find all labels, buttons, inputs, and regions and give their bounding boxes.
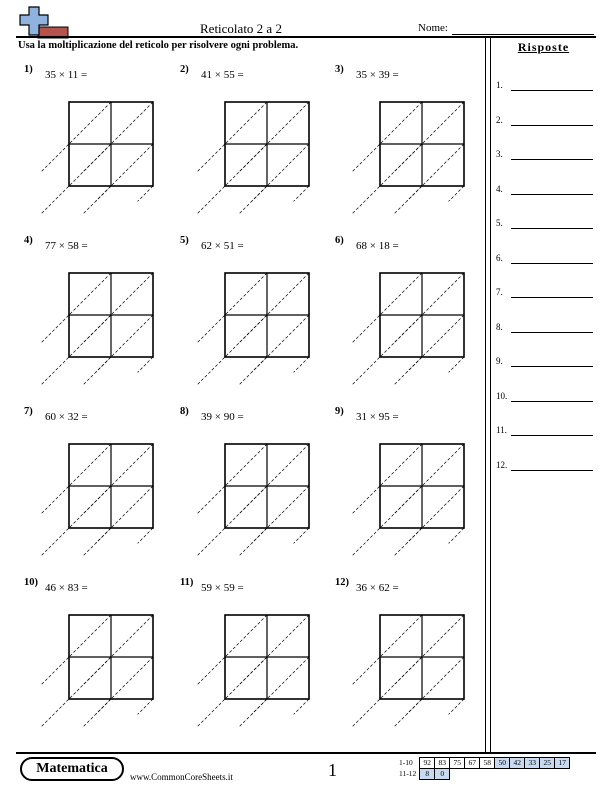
problem-text: 41 × 55 =	[201, 69, 244, 81]
lattice-diagonal	[83, 144, 153, 214]
problem-text: 46 × 83 =	[45, 582, 88, 594]
problem-number: 3)	[335, 64, 344, 75]
score-key-cell: 83	[435, 758, 450, 769]
name-field[interactable]	[452, 34, 594, 35]
lattice-grid[interactable]	[340, 444, 470, 574]
lattice-diagonal	[294, 528, 309, 543]
answer-label: 8.	[496, 321, 503, 332]
lattice-diagonal	[239, 273, 309, 343]
lattice-diagonal	[138, 699, 153, 714]
problem-text: 68 × 18 =	[356, 240, 399, 252]
lattice-grid[interactable]	[29, 615, 159, 745]
lattice-diagonal	[449, 699, 464, 714]
answer-field[interactable]	[511, 90, 593, 91]
site-url: www.CommonCoreSheets.it	[130, 772, 233, 782]
problem-text: 35 × 39 =	[356, 69, 399, 81]
header-rule	[16, 36, 596, 38]
lattice-diagonal	[239, 144, 309, 214]
lattice-diagonal	[83, 444, 153, 514]
answer-field[interactable]	[511, 263, 593, 264]
lattice-diagonal	[394, 486, 464, 556]
lattice-diagonal	[83, 273, 153, 343]
name-label: Nome:	[418, 22, 448, 34]
answer-field[interactable]	[511, 401, 593, 402]
lattice-grid[interactable]	[185, 102, 315, 232]
lattice-diagonal	[197, 102, 267, 172]
lattice-grid[interactable]	[29, 273, 159, 403]
problem-text: 62 × 51 =	[201, 240, 244, 252]
problem-number: 7)	[24, 406, 33, 417]
page-number: 1	[328, 760, 337, 780]
score-key-cell: 17	[555, 758, 570, 769]
answer-label: 9.	[496, 356, 503, 366]
lattice-diagonal	[41, 615, 111, 685]
score-key-cell: 50	[495, 758, 510, 769]
answer-label: 1.	[496, 80, 503, 90]
score-key-label: 1-10	[399, 758, 413, 767]
problem-number: 5)	[180, 235, 189, 246]
lattice-diagonal	[41, 315, 111, 385]
answer-field[interactable]	[511, 194, 593, 195]
score-key-row	[397, 758, 570, 769]
lattice-diagonal	[352, 102, 422, 172]
lattice-diagonal	[83, 615, 153, 685]
problem-text: 39 × 90 =	[201, 411, 244, 423]
lattice-diagonal	[239, 615, 309, 685]
lattice-diagonal	[41, 273, 111, 343]
lattice-diagonal	[394, 315, 464, 385]
instructions: Usa la moltiplicazione del reticolo per risolvere ogni problema.	[18, 40, 299, 51]
lattice-diagonal	[83, 657, 153, 727]
lattice-diagonal	[138, 528, 153, 543]
lattice-diagonal	[197, 444, 267, 514]
answer-label: 6.	[496, 252, 503, 263]
lattice-grid[interactable]	[185, 273, 315, 403]
lattice-diagonal	[352, 615, 422, 685]
problem-text: 36 × 62 =	[356, 582, 399, 594]
lattice-diagonal	[41, 486, 111, 556]
answers-title: Risposte	[517, 40, 570, 54]
score-key-cell: 67	[465, 758, 480, 769]
lattice-grid[interactable]	[29, 444, 159, 574]
score-key-label: 11-12	[399, 769, 417, 778]
answer-label: 7.	[496, 287, 503, 297]
problem-text: 35 × 11 =	[45, 69, 88, 81]
score-key-empty	[450, 769, 570, 780]
subject-badge: Matematica	[20, 757, 124, 781]
lattice-grid[interactable]	[340, 273, 470, 403]
answer-field[interactable]	[511, 366, 593, 367]
score-key-cell: 0	[435, 769, 450, 780]
lattice-diagonal	[239, 315, 309, 385]
answer-field[interactable]	[511, 297, 593, 298]
lattice-diagonal	[239, 102, 309, 172]
lattice-diagonal	[294, 186, 309, 201]
answer-label: 4.	[496, 183, 503, 194]
lattice-diagonal	[294, 357, 309, 372]
problem-number: 9)	[335, 406, 344, 417]
answer-field[interactable]	[511, 470, 593, 471]
score-key-table	[397, 757, 570, 780]
lattice-diagonal	[394, 102, 464, 172]
score-key-row	[397, 769, 570, 780]
problem-number: 1)	[24, 64, 33, 75]
score-key-cell: 33	[525, 758, 540, 769]
lattice-diagonal	[352, 444, 422, 514]
lattice-diagonal	[41, 144, 111, 214]
lattice-diagonal	[352, 486, 422, 556]
answer-field[interactable]	[511, 159, 593, 160]
lattice-diagonal	[394, 273, 464, 343]
score-key-cell: 92	[420, 758, 435, 769]
score-key-cell: 25	[540, 758, 555, 769]
lattice-diagonal	[449, 186, 464, 201]
lattice-grid[interactable]	[340, 102, 470, 232]
problem-number: 10)	[24, 577, 38, 588]
answer-label: 3.	[496, 149, 503, 159]
lattice-diagonal	[394, 615, 464, 685]
problem-text: 77 × 58 =	[45, 240, 88, 252]
lattice-diagonal	[197, 615, 267, 685]
problem-text: 59 × 59 =	[201, 582, 244, 594]
footer-rule	[16, 752, 596, 754]
lattice-diagonal	[83, 102, 153, 172]
lattice-diagonal	[197, 315, 267, 385]
lattice-diagonal	[352, 315, 422, 385]
lattice-diagonal	[138, 357, 153, 372]
page-title: Reticolato 2 a 2	[200, 21, 282, 36]
lattice-diagonal	[197, 486, 267, 556]
problem-number: 2)	[180, 64, 189, 75]
lattice-diagonal	[394, 144, 464, 214]
lattice-grid[interactable]	[185, 615, 315, 745]
problem-number: 4)	[24, 235, 33, 246]
lattice-diagonal	[394, 444, 464, 514]
lattice-diagonal	[449, 528, 464, 543]
lattice-diagonal	[83, 315, 153, 385]
score-key-cell: 42	[510, 758, 525, 769]
answer-label: 2.	[496, 114, 503, 125]
column-divider	[485, 36, 491, 752]
score-key-cell: 8	[420, 769, 435, 780]
problem-number: 11)	[180, 577, 194, 588]
answer-label: 5.	[496, 218, 503, 228]
problem-number: 6)	[335, 235, 344, 246]
lattice-diagonal	[197, 657, 267, 727]
answer-label: 12.	[496, 459, 508, 470]
lattice-diagonal	[138, 186, 153, 201]
score-key-cell: 75	[450, 758, 465, 769]
lattice-grid[interactable]	[185, 444, 315, 574]
lattice-diagonal	[41, 657, 111, 727]
lattice-diagonal	[197, 144, 267, 214]
lattice-grid[interactable]	[340, 615, 470, 745]
lattice-diagonal	[41, 102, 111, 172]
answer-field[interactable]	[511, 332, 593, 333]
problem-text: 31 × 95 =	[356, 411, 399, 423]
lattice-diagonal	[83, 486, 153, 556]
answer-label: 10.	[496, 390, 508, 401]
answer-field[interactable]	[511, 228, 593, 229]
plus-logo-icon	[16, 5, 72, 39]
score-key-cell: 58	[480, 758, 495, 769]
lattice-diagonal	[352, 144, 422, 214]
answer-label: 11.	[496, 425, 507, 435]
lattice-diagonal	[394, 657, 464, 727]
lattice-grid[interactable]	[29, 102, 159, 232]
problem-number: 8)	[180, 406, 189, 417]
problem-number: 12)	[335, 577, 349, 588]
lattice-diagonal	[41, 444, 111, 514]
lattice-diagonal	[239, 486, 309, 556]
lattice-diagonal	[352, 657, 422, 727]
lattice-diagonal	[239, 444, 309, 514]
lattice-diagonal	[294, 699, 309, 714]
answer-field[interactable]	[511, 125, 593, 126]
lattice-diagonal	[197, 273, 267, 343]
lattice-diagonal	[239, 657, 309, 727]
lattice-diagonal	[352, 273, 422, 343]
lattice-diagonal	[449, 357, 464, 372]
answer-field[interactable]	[511, 435, 593, 436]
problem-text: 60 × 32 =	[45, 411, 88, 423]
